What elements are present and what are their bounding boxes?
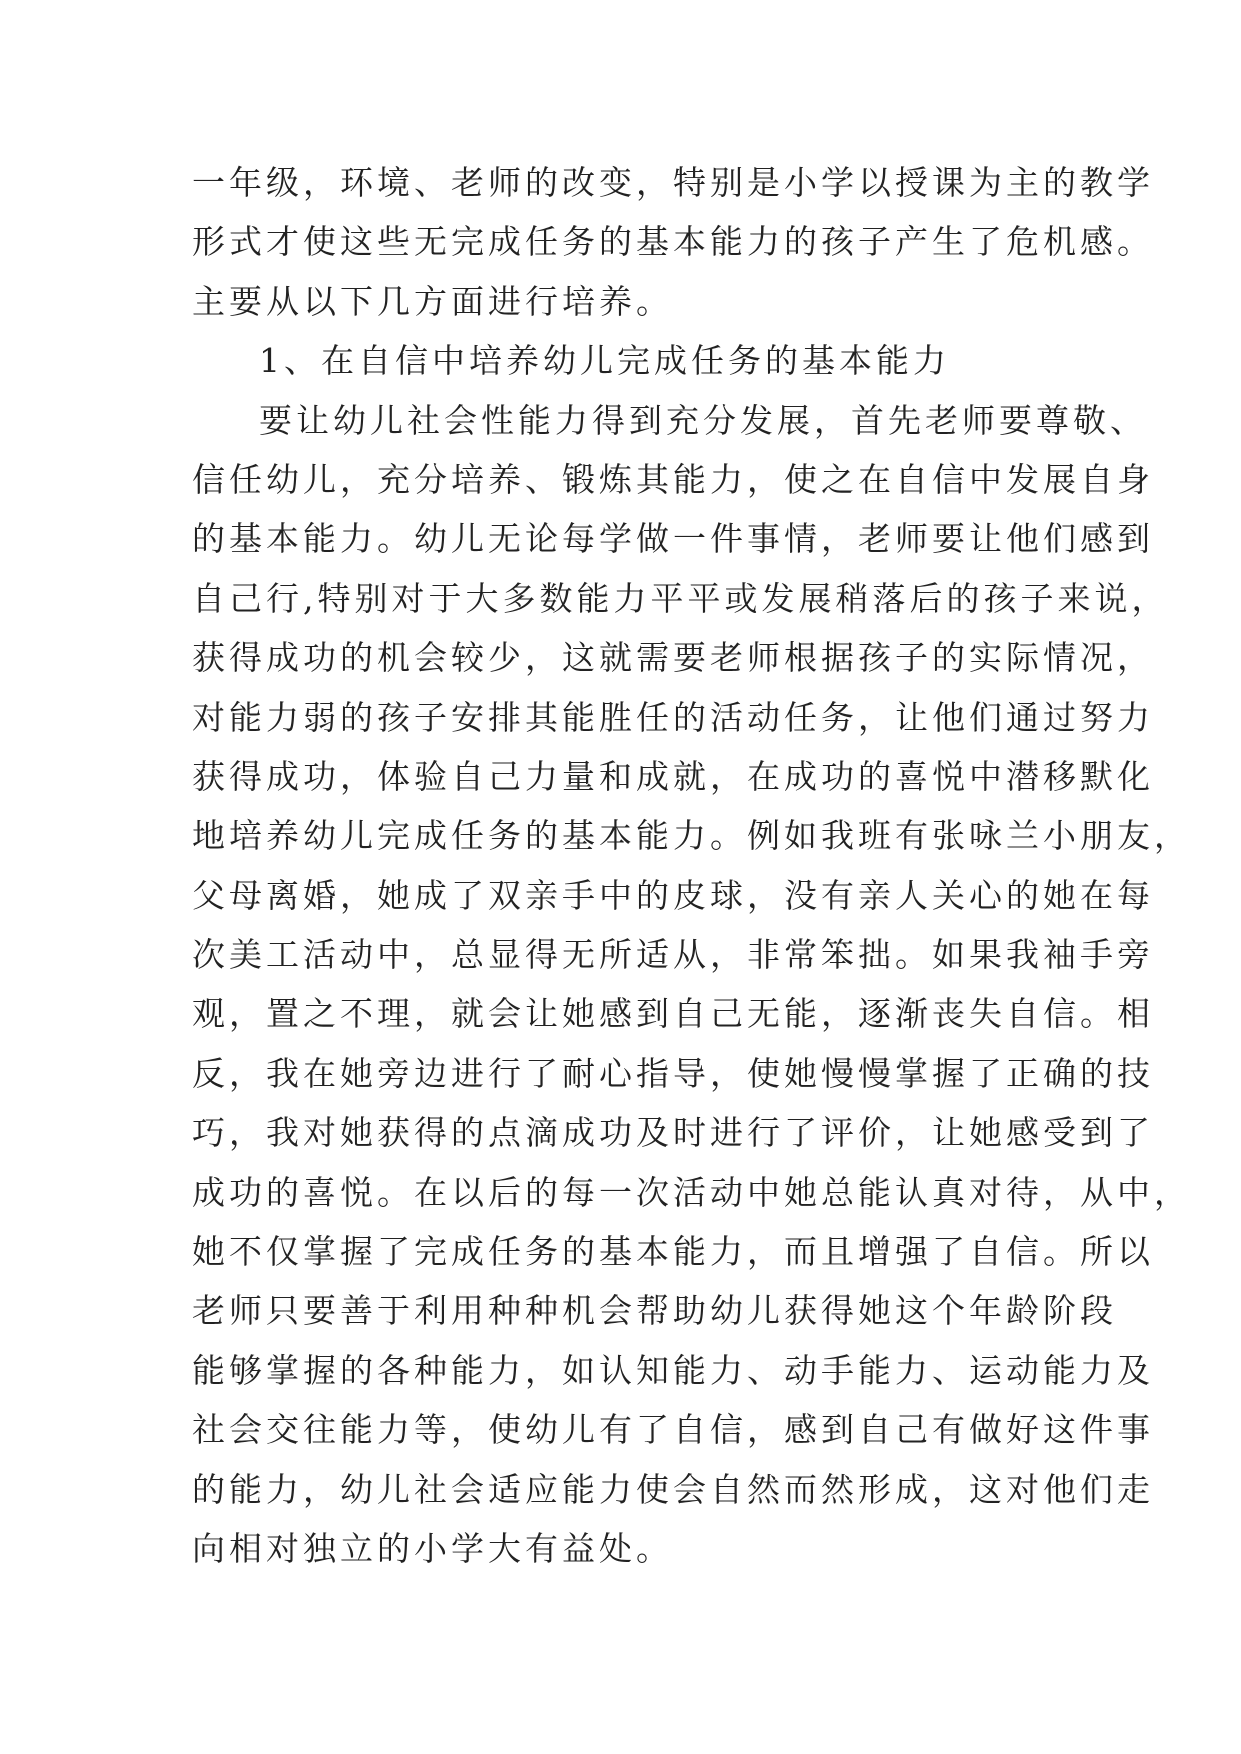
text-line: 形式才使这些无完成任务的基本能力的孩子产生了危机感。 [192,222,1154,262]
text-line: 的基本能力。幼儿无论每学做一件事情，老师要让他们感到 [192,519,1154,559]
text-line: 获得成功，体验自己力量和成就，在成功的喜悦中潜移默化 [192,756,1154,796]
text-line: 对能力弱的孩子安排其能胜任的活动任务，让他们通过努力 [192,697,1154,737]
text-line: 主要从以下几方面进行培养。 [192,281,673,321]
text-line: 自己行,特别对于大多数能力平平或发展稍落后的孩子来说， [192,578,1169,618]
paragraph-first-line: 要让幼儿社会性能力得到充分发展，首先老师要尊敬、 [259,400,1147,440]
text-line: 一年级，环境、老师的改变，特别是小学以授课为主的教学 [192,163,1154,202]
text-line: 的能力，幼儿社会适应能力使会自然而然形成，这对他们走 [192,1469,1154,1509]
text-line: 社会交往能力等，使幼儿有了自信，感到自己有做好这件事 [192,1410,1154,1450]
text-line: 成功的喜悦。在以后的每一次活动中她总能认真对待，从中， [192,1172,1191,1212]
text-line: 能够掌握的各种能力，如认知能力、动手能力、运动能力及 [192,1350,1154,1390]
text-line: 获得成功的机会较少，这就需要老师根据孩子的实际情况， [192,638,1154,678]
text-line: 她不仅掌握了完成任务的基本能力，而且增强了自信。所以 [192,1232,1154,1272]
text-line: 向相对独立的小学大有益处。 [192,1528,673,1568]
text-line: 观，置之不理，就会让她感到自己无能，逐渐丧失自信。相 [192,994,1154,1034]
section-heading: 1、在自信中培养幼儿完成任务的基本能力 [259,341,950,381]
text-line: 巧，我对她获得的点滴成功及时进行了评价，让她感受到了 [192,1113,1154,1153]
text-line: 反，我在她旁边进行了耐心指导，使她慢慢掌握了正确的技 [192,1053,1154,1093]
text-line: 老师只要善于利用种种机会帮助幼儿获得她这个年龄阶段 [192,1291,1117,1331]
text-line: 次美工活动中，总显得无所适从，非常笨拙。如果我袖手旁 [192,935,1154,975]
text-line: 父母离婚，她成了双亲手中的皮球，没有亲人关心的她在每 [192,875,1154,915]
body-text [192,163,1191,1588]
text-line: 信任幼儿，充分培养、锻炼其能力，使之在自信中发展自身 [192,459,1154,499]
text-line: 地培养幼儿完成任务的基本能力。例如我班有张咏兰小朋友， [192,816,1191,856]
